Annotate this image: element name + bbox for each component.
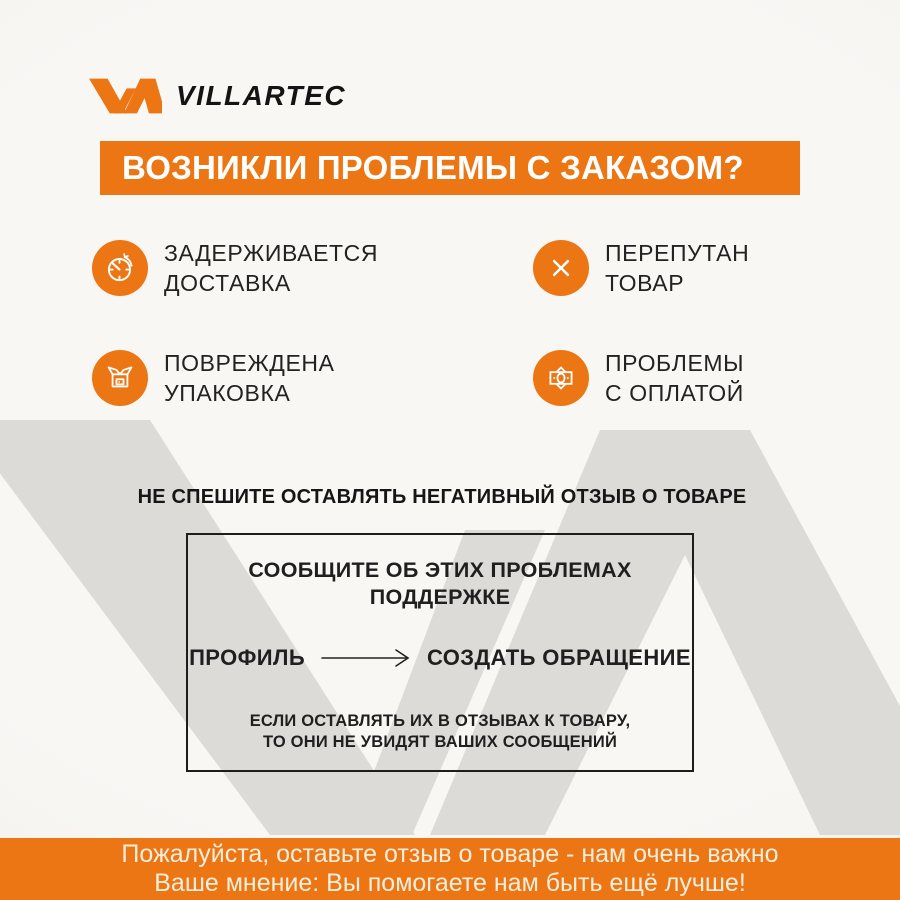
problem-label xyxy=(605,348,744,408)
problem-item-delivery xyxy=(92,238,378,298)
header-banner xyxy=(100,141,800,195)
problem-item-damaged-package xyxy=(92,348,335,408)
problem-label xyxy=(164,348,335,408)
problem-label xyxy=(605,238,749,298)
footer-banner xyxy=(0,838,900,900)
problem-label-line2: ДОСТАВКА xyxy=(164,270,291,296)
problem-label-line1: ПРОБЛЕМЫ xyxy=(605,350,745,376)
problem-item-wrong-product xyxy=(533,238,749,298)
path-step-create-ticket: СОЗДАТЬ ОБРАЩЕНИЕ xyxy=(427,645,691,670)
advice-headline: НЕ СПЕШИТЕ ОСТАВЛЯТЬ НЕГАТИВНЫЙ ОТЗЫВ О ТОВАРЕ xyxy=(137,486,747,508)
page-title: ВОЗНИКЛИ ПРОБЛЕМЫ С ЗАКАЗОМ? xyxy=(122,149,744,186)
footer-line2: Ваше мнение: Вы помогаете нам быть ещё лучше! xyxy=(154,869,746,897)
support-note-line1: ЕСЛИ ОСТАВЛЯТЬ ИХ В ОТЗЫВАХ К ТОВАРУ, xyxy=(249,712,631,730)
stopwatch-icon xyxy=(92,240,148,296)
support-title-line1: СООБЩИТЕ ОБ ЭТИХ ПРОБЛЕМАХ xyxy=(248,558,632,582)
brand-logo xyxy=(88,76,346,116)
right-arrow-icon xyxy=(320,648,412,668)
support-box-note xyxy=(188,711,692,753)
problem-label-line2: С ОПЛАТОЙ xyxy=(605,380,744,406)
problem-label-line2: УПАКОВКА xyxy=(164,380,291,406)
support-note-line2: ТО ОНИ НЕ УВИДЯТ ВАШИХ СООБЩЕНИЙ xyxy=(262,733,618,751)
support-navigation-path xyxy=(188,645,692,671)
villartec-logo-icon xyxy=(88,76,162,116)
support-box-title xyxy=(188,557,692,611)
banknote-icon xyxy=(533,350,589,406)
cross-icon xyxy=(533,240,589,296)
problem-label-line1: ЗАДЕРЖИВАЕТСЯ xyxy=(164,240,379,266)
path-step-profile: ПРОФИЛЬ xyxy=(189,645,306,670)
problem-label xyxy=(164,238,378,298)
support-title-line2: ПОДДЕРЖКЕ xyxy=(369,585,511,609)
problem-item-payment xyxy=(533,348,744,408)
open-box-icon xyxy=(92,350,148,406)
footer-line1: Пожалуйста, оставьте отзыв о товаре - нам очень важно xyxy=(121,839,779,868)
problem-label-line1: ПЕРЕПУТАН xyxy=(605,240,750,266)
problem-label-line2: ТОВАР xyxy=(605,270,685,296)
problem-label-line1: ПОВРЕЖДЕНА xyxy=(164,350,335,376)
support-instructions-box xyxy=(186,533,694,772)
brand-name: VILLARTEC xyxy=(176,80,347,111)
